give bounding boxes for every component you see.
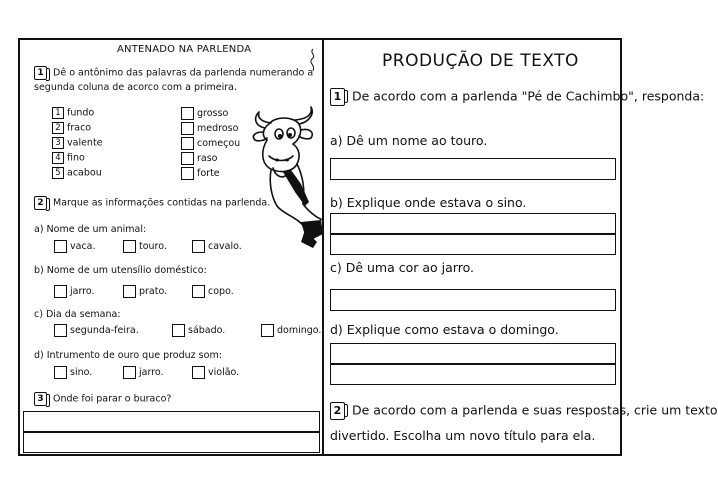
option-checkbox[interactable] xyxy=(192,240,205,253)
left-q1-option-list xyxy=(181,107,240,182)
q2b-label: b) Nome de um utensílio doméstico: xyxy=(34,265,207,276)
left-title: ANTENADO NA PARLENDA xyxy=(117,44,252,55)
option-text: cavalo. xyxy=(208,241,242,252)
option-text: grosso xyxy=(197,108,229,119)
left-q1-number-icon: 1 xyxy=(34,66,47,80)
word-item xyxy=(52,152,103,167)
option-text: violão. xyxy=(208,367,240,378)
word-text: acabou xyxy=(67,167,102,179)
option-item[interactable] xyxy=(181,152,240,167)
option-text: copo. xyxy=(208,286,234,297)
q2c-option[interactable] xyxy=(54,324,139,337)
q2d-option[interactable] xyxy=(123,366,164,379)
left-q3-line xyxy=(34,392,171,406)
word-item xyxy=(52,107,103,122)
option-checkbox[interactable] xyxy=(54,240,67,253)
q2b-option[interactable] xyxy=(192,285,234,298)
option-checkbox[interactable] xyxy=(181,107,194,120)
option-text: segunda-feira. xyxy=(70,325,139,336)
option-text: vaca. xyxy=(70,241,96,252)
q2b-option[interactable] xyxy=(54,285,95,298)
q2a-option[interactable] xyxy=(123,240,167,253)
answer-box[interactable] xyxy=(23,411,320,432)
right-q-b: b) Explique onde estava o sino. xyxy=(330,195,527,210)
right-q1-number-icon: 1 xyxy=(330,88,345,106)
option-text: começou xyxy=(197,138,241,149)
right-q1-text: De acordo com a parlenda "Pé de Cachimbo", responda: xyxy=(351,88,705,104)
right-q2-line xyxy=(330,402,718,420)
option-item[interactable] xyxy=(181,107,240,122)
option-checkbox[interactable] xyxy=(192,366,205,379)
q2d-option[interactable] xyxy=(192,366,239,379)
right-q2-text-2: divertido. Escolha um novo título para ela. xyxy=(330,428,596,443)
word-number: 1 xyxy=(52,107,64,119)
right-q2-text-1: De acordo com a parlenda e suas respostas, crie um texto xyxy=(351,402,718,418)
option-item[interactable] xyxy=(181,167,240,182)
right-q2-number-icon: 2 xyxy=(330,402,345,420)
option-text: raso xyxy=(197,153,218,164)
answer-box[interactable] xyxy=(330,158,616,180)
option-checkbox[interactable] xyxy=(54,285,67,298)
q2c-label: c) Dia da semana: xyxy=(34,309,121,320)
word-item xyxy=(52,167,103,182)
option-text: domingo. xyxy=(277,325,322,336)
word-text: valente xyxy=(67,137,103,149)
left-q1-line1 xyxy=(34,66,313,80)
q2a-option[interactable] xyxy=(192,240,242,253)
q2d-option[interactable] xyxy=(54,366,92,379)
word-number: 3 xyxy=(52,137,64,149)
option-text: prato. xyxy=(139,286,168,297)
word-number: 2 xyxy=(52,122,64,134)
option-checkbox[interactable] xyxy=(181,152,194,165)
option-checkbox[interactable] xyxy=(181,167,194,180)
left-q2-number-icon: 2 xyxy=(34,196,47,210)
option-checkbox[interactable] xyxy=(181,122,194,135)
option-text: jarro. xyxy=(139,367,164,378)
option-checkbox[interactable] xyxy=(123,285,136,298)
word-text: fundo xyxy=(67,107,95,119)
option-checkbox[interactable] xyxy=(54,324,67,337)
option-checkbox[interactable] xyxy=(123,240,136,253)
left-q2-text: Marque as informações contidas na parlenda. xyxy=(53,197,271,209)
left-q1-word-list xyxy=(52,107,103,182)
answer-box[interactable] xyxy=(23,432,320,453)
right-q-a: a) Dê um nome ao touro. xyxy=(330,133,488,148)
left-q2-line xyxy=(34,196,270,210)
left-q1-text-2: segunda coluna de acorco com a primeira. xyxy=(34,82,238,93)
q2a-label: a) Nome de um animal: xyxy=(34,224,147,235)
q2c-option[interactable] xyxy=(172,324,225,337)
q2b-option[interactable] xyxy=(123,285,167,298)
option-text: medroso xyxy=(197,123,239,134)
answer-box[interactable] xyxy=(330,343,616,364)
option-checkbox[interactable] xyxy=(261,324,274,337)
left-q1-text-1: Dê o antônimo das palavras da parlenda numerando a xyxy=(53,67,314,79)
option-checkbox[interactable] xyxy=(192,285,205,298)
option-item[interactable] xyxy=(181,122,240,137)
word-number: 4 xyxy=(52,152,64,164)
option-checkbox[interactable] xyxy=(123,366,136,379)
word-item xyxy=(52,137,103,152)
answer-box[interactable] xyxy=(330,234,616,255)
left-q3-text: Onde foi parar o buraco? xyxy=(53,393,172,405)
option-text: jarro. xyxy=(70,286,95,297)
answer-box[interactable] xyxy=(330,289,616,311)
word-item xyxy=(52,122,103,137)
right-q1-line xyxy=(330,88,704,106)
option-text: touro. xyxy=(139,241,167,252)
answer-box[interactable] xyxy=(330,364,616,385)
left-q3-number-icon: 3 xyxy=(34,392,47,406)
word-text: fino xyxy=(67,152,85,164)
word-text: fraco xyxy=(67,122,92,134)
option-checkbox[interactable] xyxy=(172,324,185,337)
q2a-option[interactable] xyxy=(54,240,96,253)
option-checkbox[interactable] xyxy=(54,366,67,379)
option-checkbox[interactable] xyxy=(181,137,194,150)
option-text: sino. xyxy=(70,367,93,378)
option-text: sábado. xyxy=(188,325,226,336)
answer-box[interactable] xyxy=(330,213,616,234)
right-q-c: c) Dê uma cor ao jarro. xyxy=(330,260,474,275)
option-item[interactable] xyxy=(181,137,240,152)
right-title: PRODUÇÃO DE TEXTO xyxy=(382,51,579,71)
word-number: 5 xyxy=(52,167,64,179)
right-q-d: d) Explique como estava o domingo. xyxy=(330,322,559,337)
q2d-label: d) Intrumento de ouro que produz som: xyxy=(34,350,222,361)
bull-illustration xyxy=(243,106,325,251)
option-text: forte xyxy=(197,168,220,179)
q2c-option[interactable] xyxy=(261,324,321,337)
